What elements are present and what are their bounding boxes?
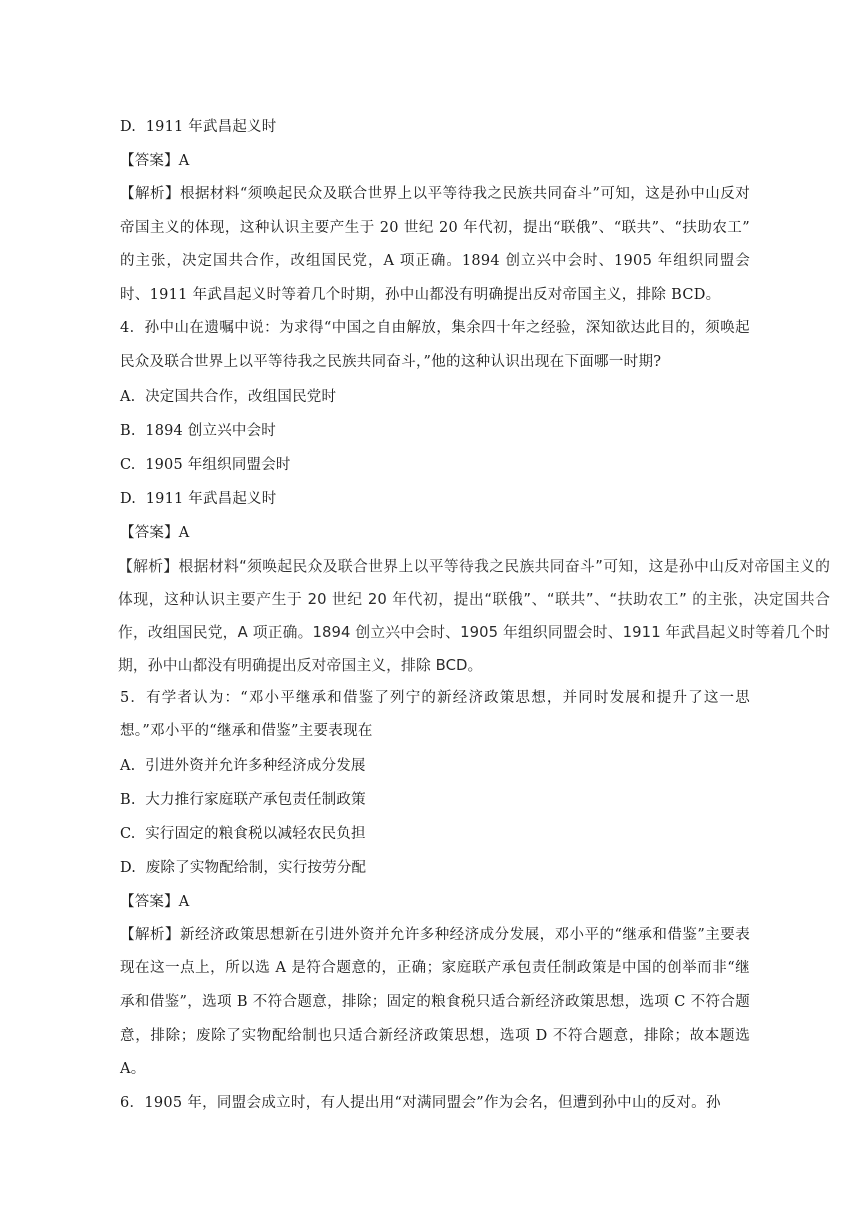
q5-option-c: C. 实行固定的粮食税以减轻农民负担 xyxy=(120,825,366,842)
q5-answer: 【答案】A xyxy=(120,893,190,910)
q3-analysis xyxy=(120,178,750,312)
q5-stem: 5．有学者认为：“邓小平继承和借鉴了列宁的新经济政策思想，并同时发展和提升了这一思想。”邓小平的“继承和借鉴”主要表现在 xyxy=(120,689,750,740)
q4-option-c: C. 1905 年组织同盟会时 xyxy=(120,456,291,473)
q4-answer: 【答案】A xyxy=(120,524,190,541)
q3-answer: 【答案】A xyxy=(120,153,190,169)
q5-option-a: A. 引进外资并允许多种经济成分发展 xyxy=(120,757,366,774)
q5-option-b: B. 大力推行家庭联产承包责任制政策 xyxy=(120,791,366,808)
q4-option-a: A. 决定国共合作，改组国民党时 xyxy=(120,388,337,405)
q3-analysis-text: 根据材料“须唤起民众及联合世界上以平等待我之民族共同奋斗”可知，这是孙中山反对帝国主义的体现，这种认识主要产生于 20 世纪 20 年代初，提出“联俄”、“联共”、“扶助农工” 的主张，决定国共合作，改组国民党，A 项正确。1894 创立兴中会时、1905 年组织同盟会时、1911 年武昌起义时等着几个时期，孙中山都没有明确提出反对帝国主义，排除 BCD。 xyxy=(120,186,751,303)
q4-analysis-image-text xyxy=(118,550,830,682)
q4-option-b: B. 1894 创立兴中会时 xyxy=(120,422,276,439)
q3-analysis-tag: 【解析】 xyxy=(120,186,180,202)
q3-option-d: D. 1911 年武昌起义时 xyxy=(120,119,277,135)
document-content xyxy=(118,110,830,1120)
q5-option-d: D. 废除了实物配给制，实行按劳分配 xyxy=(120,859,367,876)
q4-stem: 4．孙中山在遗嘱中说：为求得“中国之自由解放，集余四十年之经验，深知欲达此目的，须唤起民众及联合世界上以平等待我之民族共同奋斗，”他的这种认识出现在下面哪一时期? xyxy=(120,320,750,370)
q4-analysis-text: 根据材料“须唤起民众及联合世界上以平等待我之民族共同奋斗”可知，这是孙中山反对帝国主义的体现，这种认识主要产生于 20 世纪 20 年代初，提出“联俄”、“联共”、“扶助农工” 的主张，决定国共合作，改组国民党，A 项正确。1894 创立兴中会时、1905 年组织同盟会时、1911 年武昌起义时等着几个时期，孙中山都没有明确提出反对帝国主义，排除 BCD。 xyxy=(118,557,830,674)
q4-analysis-tag: 【解析】 xyxy=(118,557,179,575)
q5-analysis-tag: 【解析】 xyxy=(120,926,180,943)
q5-analysis-text: 新经济政策思想新在引进外资并允许多种经济成分发展，邓小平的“继承和借鉴”主要表现在这一点上，所以选 A 是符合题意的，正确；家庭联产承包责任制政策是中国的创举而非“继承和借鉴”，选项 B 不符合题意，排除；固定的粮食税只适合新经济政策思想，选项 C 不符合题意，排除；废除了实物配给制也只适合新经济政策思想，选项 D 不符合题意，排除；故本题选 A。 xyxy=(120,926,751,1078)
q6-stem: 6．1905 年，同盟会成立时，有人提出用“对满同盟会”作为会名，但遭到孙中山的反对。孙 xyxy=(120,1094,721,1111)
q5-analysis xyxy=(120,919,750,1087)
q4-option-d: D. 1911 年武昌起义时 xyxy=(120,490,277,507)
